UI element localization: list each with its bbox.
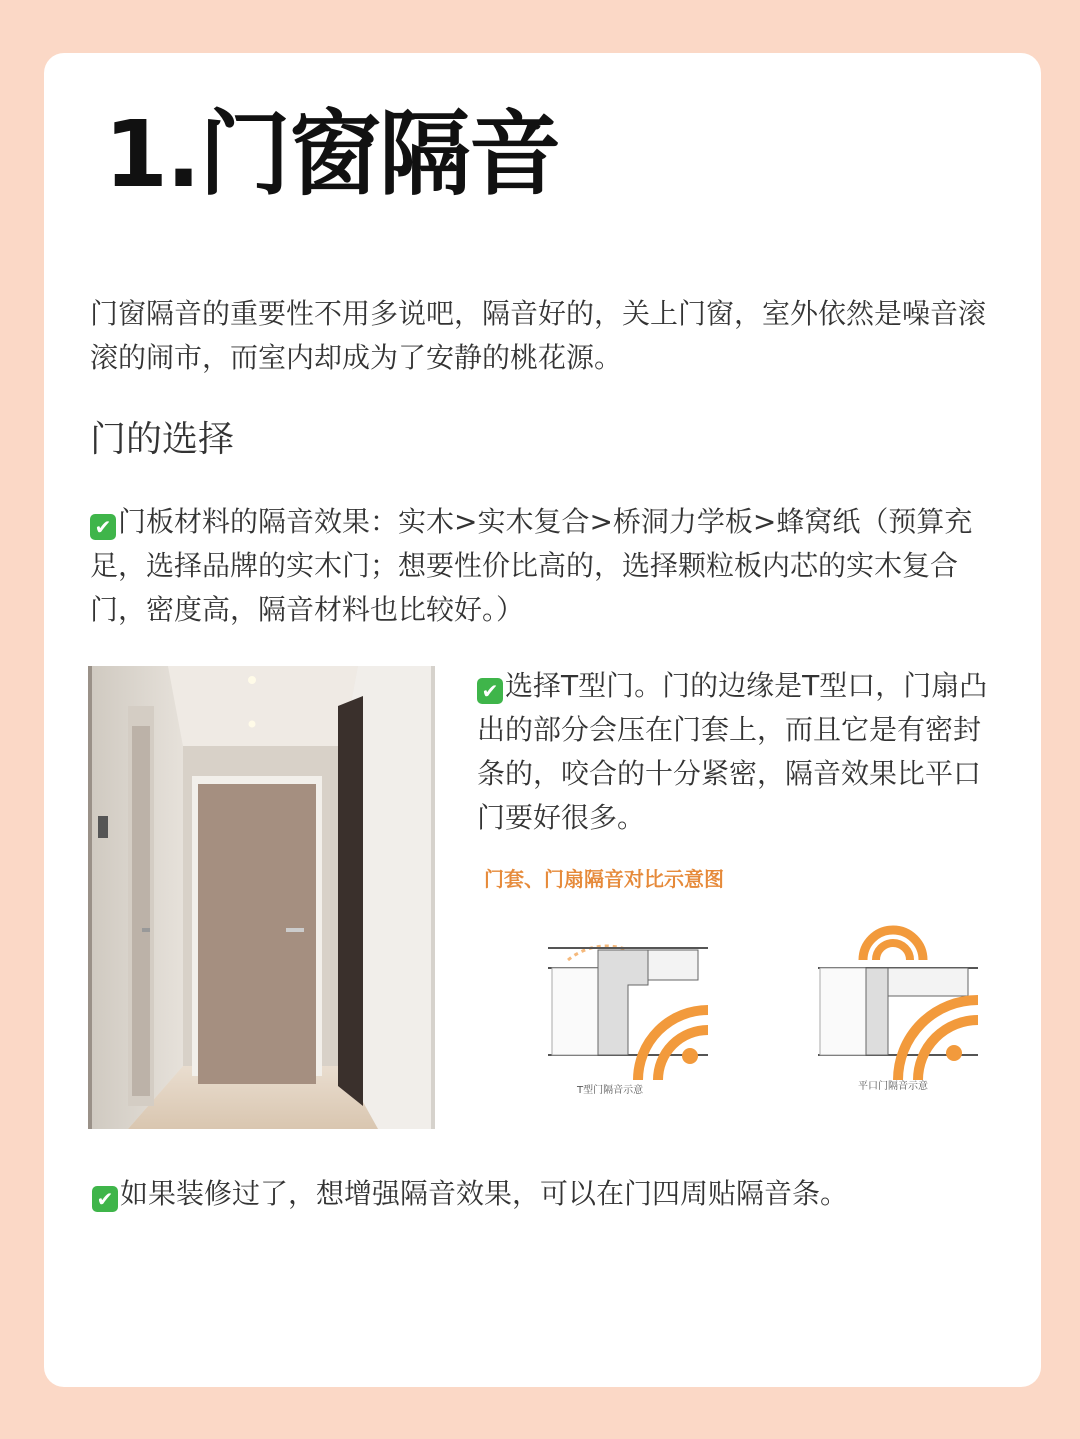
tip-t-door [477,664,1007,840]
tip-seal-strip [92,1172,992,1216]
checkmark-icon: ✔ [477,678,503,704]
t-door-diagram [548,946,708,1080]
tip-material-text: 门板材料的隔音效果：实木>实木复合>桥洞力学板>蜂窝纸（预算充足，选择品牌的实木门；想要性价比高的，选择颗粒板内芯的实木复合门，密度高，隔音材料也比较好。） [90,505,973,626]
tip-seal-strip-text: 如果装修过了，想增强隔音效果，可以在门四周贴隔音条。 [120,1177,849,1210]
intro-paragraph: 门窗隔音的重要性不用多说吧，隔音好的，关上门窗，室外依然是噪音滚滚的闹市，而室内却成为了安静的桃花源。 [90,297,987,374]
section-heading: 门的选择 [90,419,235,460]
sound-insulation-diagram [468,850,1018,1120]
diagram-caption-flat-door: 平口门隔音示意 [858,1081,928,1092]
tip-t-door-text: 选择T型门。门的边缘是T型口，门扇凸出的部分会压在门套上，而且它是有密封条的，咬合的十分紧密，隔音效果比平口门要好很多。 [477,669,988,834]
tip-material [90,500,1010,632]
flat-door-diagram [818,930,978,1080]
checkmark-icon: ✔ [90,514,116,540]
page-title: 1.门窗隔音 [104,101,559,208]
checkmark-icon: ✔ [92,1186,118,1212]
diagram-title: 门套、门扇隔音对比示意图 [484,867,724,891]
hallway-door-photo [88,666,435,1129]
diagram-caption-t-door: T型门隔音示意 [577,1085,644,1096]
